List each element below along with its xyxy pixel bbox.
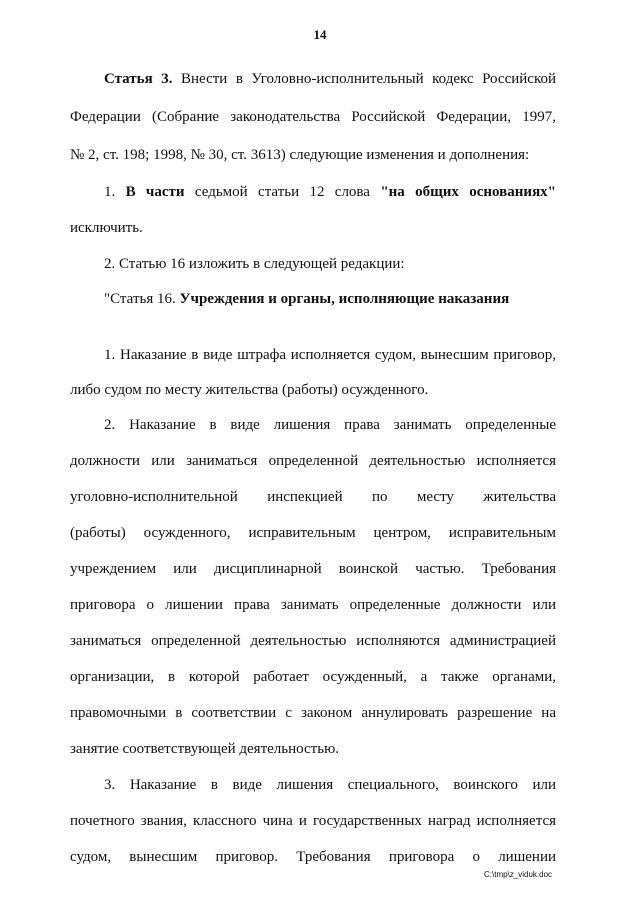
p2-line: заниматься определенной деятельностью исполняются администрацией [70,633,556,649]
article3-line1 [104,70,556,88]
p1-line1: 1. Наказание в виде штрафа исполняется судом, вынесшим приговор, [104,347,556,363]
p2-line: (работы) осужденного, исправительным центром, исправительным [70,525,556,541]
article16-heading [104,290,509,308]
article16-title: Учреждения и органы, исполняющие наказания [179,291,510,307]
item1-bold-prefix: В части [125,184,185,200]
article3-line2: Федерации (Собрание законодательства Российской Федерации, 1997, [70,109,556,125]
p2-line: организации, в которой работает осужденный, а также органами, [70,669,556,685]
item1-bold-quote: "на общих основаниях" [380,184,557,200]
p2-line: приговора о лишении права занимать определенные должности или [70,597,556,613]
p1-line2: либо судом по месту жительства (работы) осужденного. [70,382,429,398]
p3-line: судом, вынесшим приговор. Требования приговора о лишении [70,849,556,865]
p2-line: должности или заниматься определенной деятельностью исполняется [70,453,556,469]
item1-line1 [104,183,556,201]
article3-line1-text: Внести в Уголовно-исполнительный кодекс Российской [181,71,557,87]
article3-lead: Статья 3. [104,71,173,87]
p3-line: 3. Наказание в виде лишения специального, воинского или [104,777,556,793]
p3-line: почетного звания, классного чина и государственных наград исполняется [70,813,556,829]
page-number: 14 [313,27,327,42]
article3-line3: № 2, ст. 198; 1998, № 30, ст. 3613) следующие изменения и дополнения: [70,147,530,163]
p2-line: учреждением или дисциплинарной воинской частью. Требования [70,561,556,577]
item1-number: 1. [104,184,116,200]
p2-last-line: занятие соответствующей деятельностью. [70,741,340,757]
p2-line: 2. Наказание в виде лишения права занимать определенные [104,417,556,433]
p2-line: уголовно-исполнительной инспекцией по месту жительства [70,489,556,505]
item1-text-middle: седьмой статьи 12 слова [194,184,370,200]
item2-line: 2. Статью 16 изложить в следующей редакции: [104,256,405,272]
footer-file-path: C:\tmp\z_viduk.doc [484,870,553,879]
item1-line2: исключить. [70,220,143,236]
p2-line: правомочными в соответствии с законом аннулировать разрешение на [70,705,556,721]
article16-lead: "Статья 16. [104,291,176,307]
